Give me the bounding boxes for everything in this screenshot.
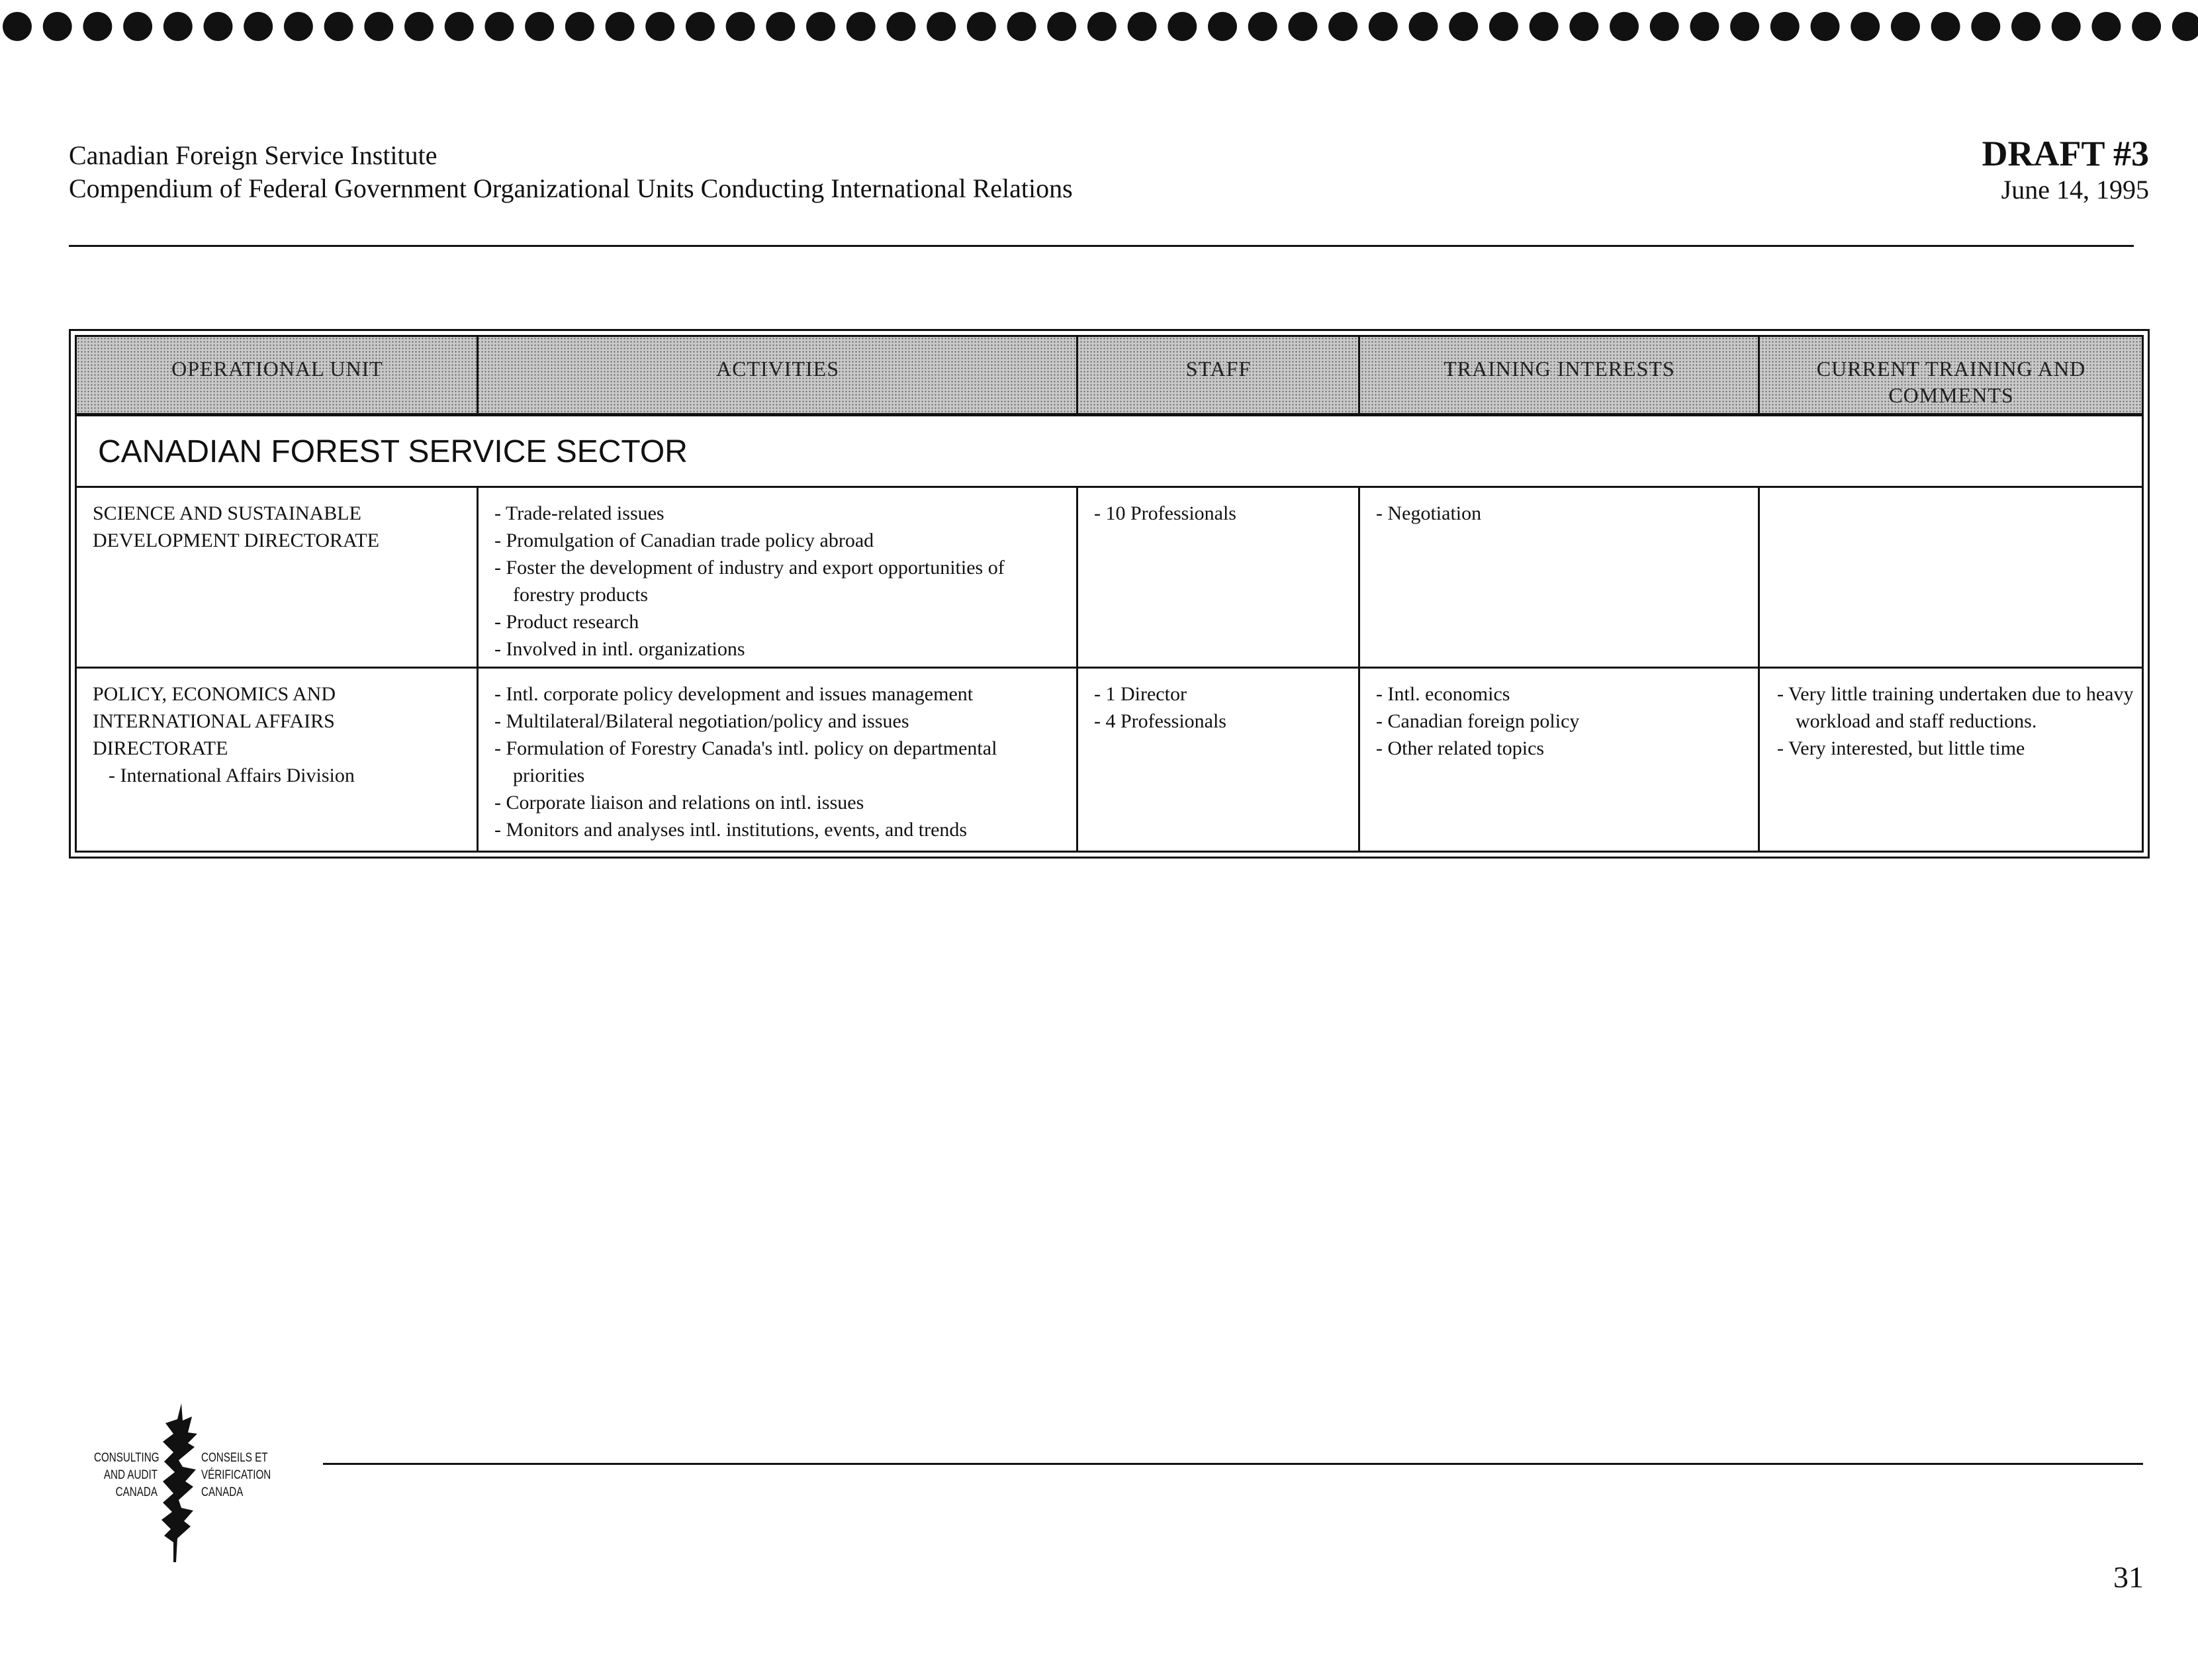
header-divider [1358, 337, 1360, 416]
logo-line: VÉRIFICATION [201, 1468, 271, 1482]
list-item: - Negotiation [1376, 502, 1482, 524]
unit-name: POLICY, ECONOMICS AND INTERNATIONAL AFFAIRS DIRECTORATE [93, 683, 336, 759]
binder-hole [645, 12, 674, 41]
binder-hole [2091, 12, 2121, 41]
binder-hole [2052, 12, 2081, 41]
unit-name: SCIENCE AND SUSTAINABLE DEVELOPMENT DIRECTORATE [93, 502, 380, 551]
binder-hole [766, 12, 795, 41]
list-item: - Intl. economics [1376, 683, 1510, 705]
binder-hole [1730, 12, 1759, 41]
page-number: 31 [2113, 1560, 2144, 1594]
column-header-current-training: CURRENT TRAINING AND COMMENTS [1816, 357, 2086, 407]
logo-text-english [94, 1450, 158, 1501]
binder-hole [1971, 12, 2000, 41]
draft-label: DRAFT #3 [1982, 134, 2149, 173]
binder-hole [1650, 12, 1679, 41]
binder-hole [1569, 12, 1598, 41]
list-item: - 10 Professionals [1094, 502, 1236, 524]
binder-hole [1409, 12, 1438, 41]
binder-hole [123, 12, 152, 41]
list-item: - Foster the development of industry and export opportunities of forestry products [494, 557, 1005, 606]
staff-list [1094, 680, 1345, 735]
list-item: - Intl. corporate policy development and issues management [494, 683, 974, 705]
table-row-1-activities [479, 488, 1076, 675]
binder-hole [1690, 12, 1719, 41]
binder-hole [525, 12, 554, 41]
binder-hole [967, 12, 996, 41]
binder-hole [1128, 12, 1157, 41]
institute-name: Canadian Foreign Service Institute [69, 140, 437, 170]
table-row-1-comments [1760, 488, 2144, 675]
column-header-operational-unit: OPERATIONAL UNIT [171, 357, 383, 381]
header-rule [69, 245, 2134, 247]
binder-hole [163, 12, 193, 41]
binder-hole [927, 12, 956, 41]
binder-hole [1208, 12, 1237, 41]
binder-hole [886, 12, 915, 41]
draft-date: June 14, 1995 [2001, 175, 2149, 205]
table-row-1-unit [77, 488, 477, 675]
binder-hole [847, 12, 876, 41]
list-item: - Other related topics [1376, 737, 1545, 759]
unit-subdivision: - International Affairs Division [109, 765, 355, 786]
binder-hole [2172, 12, 2198, 41]
table-row-2-training [1360, 669, 1758, 852]
list-item: - 1 Director [1094, 683, 1187, 705]
comments-list [1777, 680, 2134, 762]
list-item: - Corporate liaison and relations on intl. issues [494, 792, 864, 814]
header-divider [1076, 337, 1078, 416]
list-item: - Multilateral/Bilateral negotiation/policy and issues [494, 710, 909, 732]
binder-hole [43, 12, 72, 41]
binder-hole [1811, 12, 1840, 41]
binder-hole [1047, 12, 1076, 41]
training-list [1376, 680, 1745, 762]
table-row-2-unit [77, 669, 477, 852]
document-header [69, 139, 1073, 205]
table-row-2-comments [1760, 669, 2144, 852]
logo-line: CANADA [201, 1485, 244, 1499]
binder-hole [445, 12, 474, 41]
binder-hole [1891, 12, 1920, 41]
list-item: - Promulgation of Canadian trade policy abroad [494, 530, 874, 551]
list-item: - Trade-related issues [494, 502, 664, 524]
binder-hole [244, 12, 273, 41]
list-item: - Monitors and analyses intl. institutions, events, and trends [494, 819, 968, 841]
list-item: - Very interested, but little time [1777, 737, 2025, 759]
training-list [1376, 500, 1745, 527]
binder-hole [284, 12, 313, 41]
binder-hole [324, 12, 353, 41]
binder-hole [1328, 12, 1357, 41]
activities-list [494, 500, 1063, 663]
binder-hole [204, 12, 233, 41]
binder-hole [686, 12, 715, 41]
binder-hole [1168, 12, 1197, 41]
binder-hole [3, 12, 32, 41]
header-divider [1758, 337, 1760, 416]
binder-hole [726, 12, 755, 41]
list-item: - Canadian foreign policy [1376, 710, 1580, 732]
binder-hole [484, 12, 514, 41]
document-subtitle: Compendium of Federal Government Organizational Units Conducting International Relations [69, 173, 1073, 203]
list-item: - Very little training undertaken due to heavy workload and staff reductions. [1777, 683, 2134, 732]
maple-leaf-icon [159, 1403, 199, 1562]
sector-title: CANADIAN FOREST SERVICE SECTOR [77, 416, 2142, 488]
binder-hole [1489, 12, 1518, 41]
table-row-2-staff [1078, 669, 1358, 852]
binder-hole [1087, 12, 1117, 41]
binder-hole [1931, 12, 1960, 41]
units-table-inner [75, 335, 2144, 853]
logo-line: AND AUDIT [103, 1468, 158, 1482]
logo-line: CONSEILS ET [201, 1451, 268, 1465]
binder-hole [1770, 12, 1800, 41]
column-header-training-interests: TRAINING INTERESTS [1443, 357, 1675, 381]
binder-holes-svg [0, 7, 2198, 46]
binder-hole [1851, 12, 1880, 41]
list-item: - Product research [494, 611, 639, 633]
logo-line: CANADA [115, 1485, 158, 1499]
table-row-1-staff [1078, 488, 1358, 675]
table-row-2-activities [479, 669, 1076, 852]
units-table [69, 329, 2150, 859]
binder-hole [1248, 12, 1277, 41]
binder-hole [565, 12, 594, 41]
consulting-audit-canada-logo [78, 1403, 290, 1562]
logo-text-french [201, 1450, 275, 1501]
binder-hole [83, 12, 112, 41]
binder-hole [1449, 12, 1478, 41]
activities-list [494, 680, 1063, 843]
binder-hole [404, 12, 434, 41]
logo-line: CONSULTING [94, 1451, 160, 1465]
table-row-1-training [1360, 488, 1758, 675]
column-header-staff: STAFF [1185, 357, 1252, 381]
staff-list [1094, 500, 1345, 527]
list-item: - Formulation of Forestry Canada's intl. policy on departmental priorities [494, 737, 997, 786]
column-header-activities: ACTIVITIES [716, 357, 839, 381]
binder-hole [1369, 12, 1398, 41]
binder-hole [2011, 12, 2040, 41]
list-item: - 4 Professionals [1094, 710, 1226, 732]
binder-hole [806, 12, 835, 41]
binder-hole [1610, 12, 1639, 41]
binder-holes [0, 7, 2198, 46]
list-item: - Involved in intl. organizations [494, 638, 745, 660]
binder-hole [606, 12, 635, 41]
table-header-row [77, 337, 2142, 416]
draft-block [1982, 134, 2149, 207]
binder-hole [1007, 12, 1036, 41]
binder-hole [1288, 12, 1317, 41]
header-divider [477, 337, 479, 416]
binder-hole [364, 12, 393, 41]
binder-hole [1530, 12, 1559, 41]
footer-rule [323, 1463, 2143, 1465]
binder-hole [2132, 12, 2161, 41]
